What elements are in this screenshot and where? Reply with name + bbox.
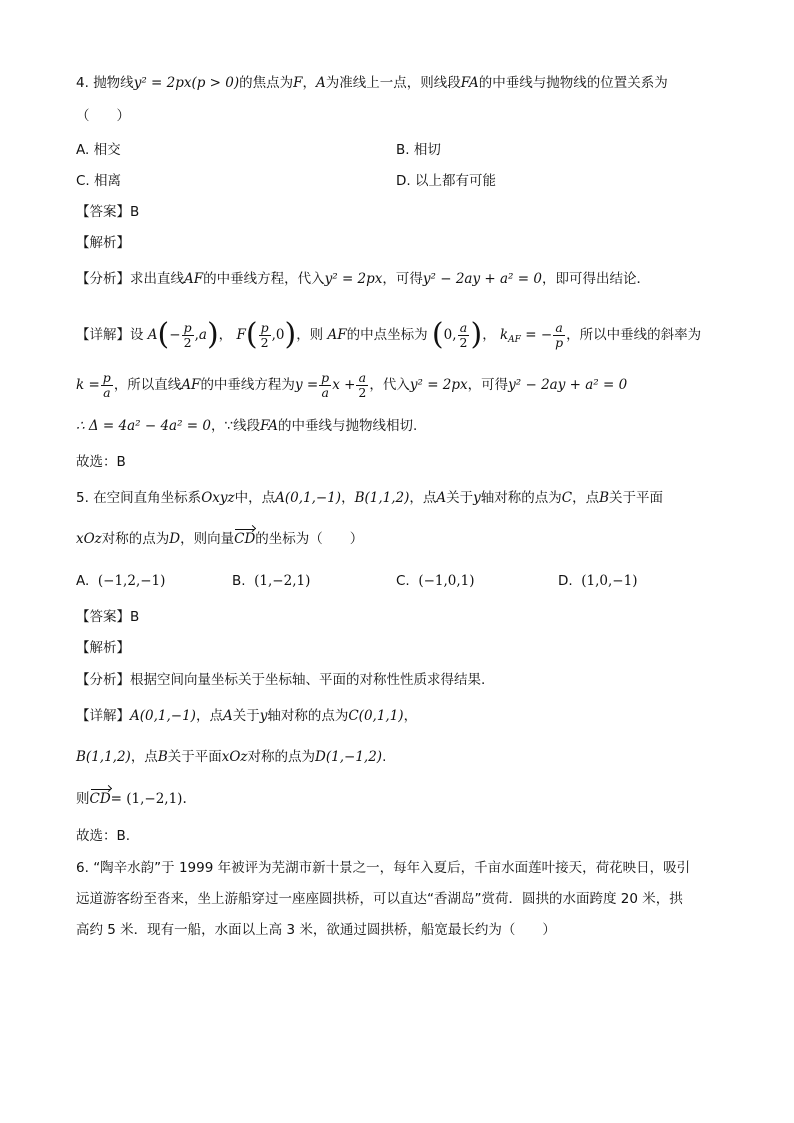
text: ，即可得出结论． <box>541 271 650 287</box>
text: 关于平面 <box>609 490 664 506</box>
text: 中，点 <box>234 490 276 506</box>
math-eq: = (1,−2,1). <box>110 791 187 807</box>
paren: ) <box>470 317 483 352</box>
text: ，可得 <box>467 377 509 393</box>
math-var: A <box>316 75 326 91</box>
math-var: A <box>222 708 233 724</box>
vector-cd: CD <box>89 791 111 807</box>
math-var: F <box>236 327 246 343</box>
text: ， <box>341 490 355 506</box>
option-text: 以上都有可能 <box>414 173 496 189</box>
math-num: 0 <box>275 327 285 343</box>
text: ，所以中垂线的斜率为 <box>566 327 702 343</box>
option-label: A. <box>76 573 90 589</box>
math-coord: D(1,−1,2) <box>315 749 383 765</box>
text: ，则向量 <box>180 531 235 547</box>
q5-option-d <box>558 571 637 591</box>
q5-option-b <box>232 571 310 591</box>
text: ，点 <box>409 490 437 506</box>
q4-option-c <box>76 171 121 191</box>
question-number: 5. <box>76 490 89 506</box>
text: ，点 <box>130 749 158 765</box>
math-eq: ∴ Δ = 4a² − 4a² = 0 <box>76 418 211 434</box>
detail-tag: 【详解】 <box>76 708 130 724</box>
q4-detail-line1: 【详解】设 A(− $\frac{p}{2}$ ,a)， F( $\frac{p}{2}$ ,0)，则 AF的中点坐标为 (0, $\frac{a}{2}$ )， $k_{AF}$ = − $\frac{a}{p}$ ，所以中垂线的斜率为 <box>76 317 702 352</box>
numerator: a <box>356 371 368 386</box>
math-var: FA <box>460 75 479 91</box>
text: 轴对称的点为 <box>480 490 562 506</box>
option-label: D. <box>558 573 573 589</box>
math-var: Oxyz <box>201 490 235 506</box>
subscript: AF <box>508 335 521 345</box>
text: ，点 <box>572 490 600 506</box>
math-var: B <box>599 490 610 506</box>
q5-detail-line1 <box>76 706 417 726</box>
text: 则 <box>76 791 90 807</box>
math-var: AF <box>327 327 347 343</box>
q5-analysis-tag: 【解析】 <box>76 640 130 656</box>
text: 关于平面 <box>167 749 222 765</box>
fraction <box>259 321 271 350</box>
q6-stem-line3: 高约 5 米．现有一船，水面以上高 3 米，欲通过圆拱桥，船宽最长约为（ ） <box>76 922 556 938</box>
paren: ( <box>431 317 444 352</box>
q4-answer <box>76 202 139 222</box>
question-number: 4. <box>76 75 89 91</box>
question-number: 6. <box>76 860 89 876</box>
denominator: 2 <box>260 334 269 350</box>
q4-analysis-tag: 【解析】 <box>76 235 130 251</box>
math-var: k <box>499 327 509 343</box>
option-label: C. <box>396 573 410 589</box>
math-var: C <box>561 490 573 506</box>
text: 轴对称的点为 <box>267 708 349 724</box>
option-text: 相交 <box>93 142 121 158</box>
math-var: a <box>198 327 207 343</box>
numerator: p <box>260 319 269 335</box>
math-var: y <box>473 490 481 506</box>
q4-detail-line2 <box>76 368 627 402</box>
text: 在空间直角坐标系 <box>93 490 202 506</box>
math-eq: y = <box>294 377 319 393</box>
text: 的中垂线与抛物线的位置关系为 <box>478 75 668 91</box>
text: 的中点坐标为 <box>346 327 428 343</box>
paren: ) <box>206 317 219 352</box>
q4-fenxi <box>76 269 650 289</box>
math-coord: B(1,1,2) <box>76 749 131 765</box>
text: ，点 <box>195 708 223 724</box>
q5-detail-line2 <box>76 747 386 767</box>
text: ，所以直线 <box>113 377 182 393</box>
math-eq: y² = 2px <box>409 377 468 393</box>
denominator: p <box>555 334 564 350</box>
numerator: a <box>553 321 565 336</box>
option-text: (−1,2,−1) <box>97 573 166 589</box>
text: 的中垂线与抛物线相切. <box>278 418 418 434</box>
fraction <box>182 321 194 350</box>
fraction <box>319 371 331 400</box>
option-label: B. <box>396 142 410 158</box>
text: . <box>382 749 387 765</box>
fraction <box>101 371 113 400</box>
fenxi-tag: 【分析】 <box>76 672 130 688</box>
denominator: 2 <box>358 384 367 400</box>
answer-value: B <box>130 204 140 220</box>
denominator: 2 <box>459 334 468 350</box>
text: 关于 <box>232 708 260 724</box>
text: 的中垂线方程为 <box>200 377 295 393</box>
numerator: p <box>183 319 192 335</box>
math-eq: y² − 2ay + a² = 0 <box>508 377 628 393</box>
text: 关于 <box>446 490 474 506</box>
text: 的中垂线方程，代入 <box>203 271 325 287</box>
q4-choose: 故选：B <box>76 454 126 470</box>
text: 抛物线 <box>93 75 134 91</box>
option-text: (1,−2,1) <box>254 573 311 589</box>
text: 为准线上一点，则线段 <box>325 75 461 91</box>
math-eq: x + <box>332 377 356 393</box>
denominator: a <box>103 384 111 400</box>
q5-stem-line1 <box>76 488 663 508</box>
math-num: 0 <box>443 327 453 343</box>
math-coord: A(0,1,−1) <box>275 490 342 506</box>
math-eq: y² − 2ay + a² = 0 <box>422 271 542 287</box>
detail-tag: 【详解】 <box>76 327 130 343</box>
q4-option-b <box>396 140 441 160</box>
q5-option-a <box>76 571 165 591</box>
option-label: B. <box>232 573 246 589</box>
paren: ( <box>245 317 258 352</box>
text: 根据空间向量坐标关于坐标轴、平面的对称性性质求得结果. <box>130 672 486 688</box>
fenxi-tag: 【分析】 <box>76 271 130 287</box>
q5-option-c <box>396 571 475 591</box>
q5-fenxi <box>76 670 485 690</box>
text: ，可得 <box>382 271 423 287</box>
q6-stem-line1 <box>76 858 690 878</box>
math-eq: k = <box>76 377 100 393</box>
math-var: A <box>147 327 158 343</box>
math-var: B <box>157 749 168 765</box>
paren: ( <box>157 317 170 352</box>
q6-stem-line2: 远道游客纷至沓来，坐上游船穿过一座座圆拱桥，可以直达“香湖岛”赏荷．圆拱的水面跨度 20 米，拱 <box>76 891 683 907</box>
math-coord: C(0,1,1) <box>348 708 404 724</box>
option-label: A. <box>76 142 90 158</box>
answer-value: B <box>130 609 140 625</box>
option-text: 相切 <box>413 142 441 158</box>
numerator: p <box>321 369 330 385</box>
math-var: AF <box>181 377 201 393</box>
answer-tag: 【答案】 <box>76 204 130 220</box>
option-label: D. <box>396 173 411 189</box>
text: ，代入 <box>369 377 410 393</box>
text: 设 <box>130 327 144 343</box>
fraction <box>458 321 470 350</box>
q5-stem-line2 <box>76 529 363 549</box>
numerator: a <box>458 321 470 336</box>
fraction <box>553 321 565 350</box>
denominator: a <box>321 384 329 400</box>
math-var: xOz <box>221 749 248 765</box>
option-text: (−1,0,1) <box>418 573 475 589</box>
parabola-equation: y² = 2px(p > 0) <box>133 75 240 91</box>
q5-detail-line3 <box>76 789 187 809</box>
option-text: 相离 <box>94 173 122 189</box>
math-var: F <box>293 75 303 91</box>
math-var: FA <box>260 418 279 434</box>
text: 求出直线 <box>130 271 184 287</box>
q4-stem <box>76 73 668 93</box>
q5-answer <box>76 607 139 627</box>
math-var: AF <box>184 271 204 287</box>
math-coord: A(0,1,−1) <box>130 708 196 724</box>
numerator: p <box>102 369 111 385</box>
option-label: C. <box>76 173 90 189</box>
text: 的坐标为（ ） <box>255 531 364 547</box>
math-eq: y² = 2px <box>324 271 383 287</box>
text: ， <box>302 75 316 91</box>
text: 对称的点为 <box>101 531 170 547</box>
text: ，∵线段 <box>211 418 261 434</box>
text: ，则 <box>296 327 324 343</box>
paren: ) <box>284 317 297 352</box>
q4-option-d <box>396 171 496 191</box>
math-coord: B(1,1,2) <box>354 490 410 506</box>
answer-tag: 【答案】 <box>76 609 130 625</box>
text: 对称的点为 <box>247 749 316 765</box>
q4-detail-line3 <box>76 416 417 436</box>
math-var: y <box>259 708 268 724</box>
q4-answer-paren: （ ） <box>76 108 130 124</box>
vector-cd: CD <box>234 531 256 547</box>
denominator: 2 <box>183 334 192 350</box>
q5-choose: 故选：B. <box>76 828 131 844</box>
q4-option-a <box>76 140 121 160</box>
math-var: xOz <box>76 531 102 547</box>
text: “陶辛水韵”于 1999 年被评为芜湖市新十景之一，每年入夏后，千亩水面莲叶接天，荷花映日，吸引 <box>93 860 691 876</box>
text: ， <box>403 708 418 724</box>
text: 的焦点为 <box>239 75 294 91</box>
option-text: (1,0,−1) <box>581 573 638 589</box>
math-var: A <box>436 490 447 506</box>
fraction <box>356 371 368 400</box>
math-var: D <box>169 531 181 547</box>
